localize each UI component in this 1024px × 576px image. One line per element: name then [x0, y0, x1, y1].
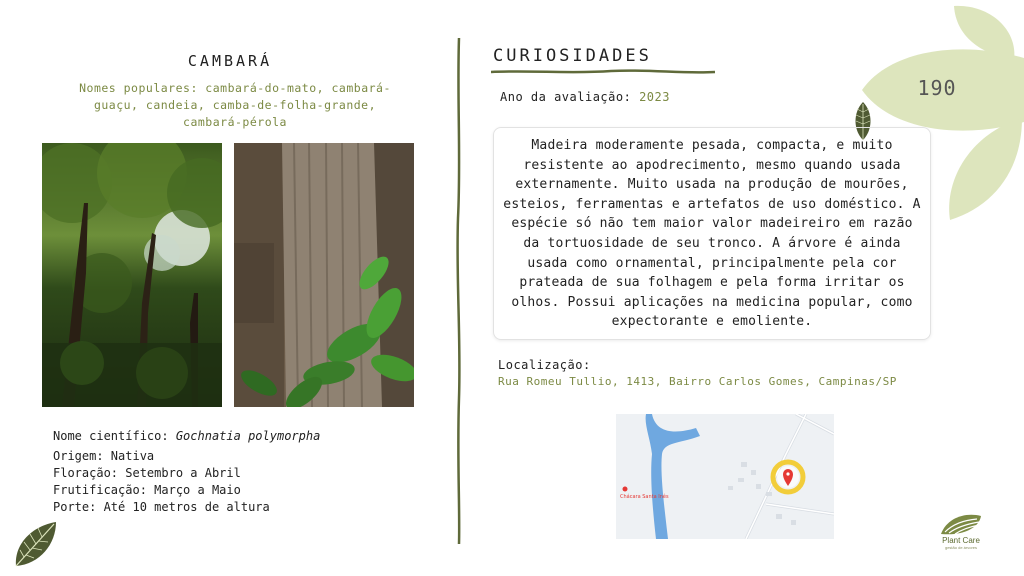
brand-tagline: gestão de árvores [944, 545, 978, 550]
plant-care-logo-icon [939, 512, 983, 536]
corner-leaf-icon [12, 520, 60, 570]
plant-care-logo [930, 512, 992, 564]
flowering-text: Floração: Setembro a Abril [53, 466, 241, 480]
tree-canopy-photo [42, 143, 222, 407]
evaluation-label: Ano da avaliação: [500, 90, 632, 104]
brand-name: Plant Care [942, 536, 980, 545]
evaluation-year: 2023 [639, 90, 670, 104]
curiosities-description: Madeira moderamente pesada, compacta, e muito resistente ao apodrecimento, mesmo quando usada externamente. Muito usada na produção de mourões, esteios, ferramentas e artefatos de uso doméstico. A espécie só não tem maior valor madeireiro em razão da tortuosidade de seu tronco. A árvore é ainda usada como ornamental, principalmente pela cor prateada de sua folhagem e pela forma irritar os olhos. Possui aplicações na medicina popular, como expectorante e emoliente. [493, 127, 931, 340]
scientific-name-label: Nome científico: [53, 429, 169, 443]
page-number: 190 [917, 76, 957, 100]
evaluation-year-row [500, 90, 670, 104]
popular-names: Nomes populares: cambará-do-mato, cambará-guaçu, candeia, camba-de-folha-grande, cambará-pérola [79, 81, 391, 129]
species-facts [53, 428, 320, 516]
fruiting-text: Frutificação: Março a Maio [53, 483, 241, 497]
scientific-name-row [53, 428, 320, 445]
location-address: Rua Romeu Tullio, 1413, Bairro Carlos Gomes, Campinas/SP [498, 375, 897, 388]
column-divider [452, 38, 466, 544]
species-title: CAMBARÁ [187, 52, 273, 70]
location-map[interactable] [616, 414, 834, 539]
title-underline [491, 68, 715, 76]
location-label: Localização: [498, 358, 591, 372]
origin-text: Origem: Nativa [53, 449, 155, 463]
size-text: Porte: Até 10 metros de altura [53, 500, 270, 514]
curiosities-title: CURIOSIDADES [493, 46, 652, 66]
decorative-leaves-icon [930, 0, 1024, 230]
map-place-label: Chácara Santa Inês [620, 494, 669, 500]
tree-trunk-photo [234, 143, 414, 407]
scientific-name: Gochnatia polymorpha [175, 429, 321, 443]
